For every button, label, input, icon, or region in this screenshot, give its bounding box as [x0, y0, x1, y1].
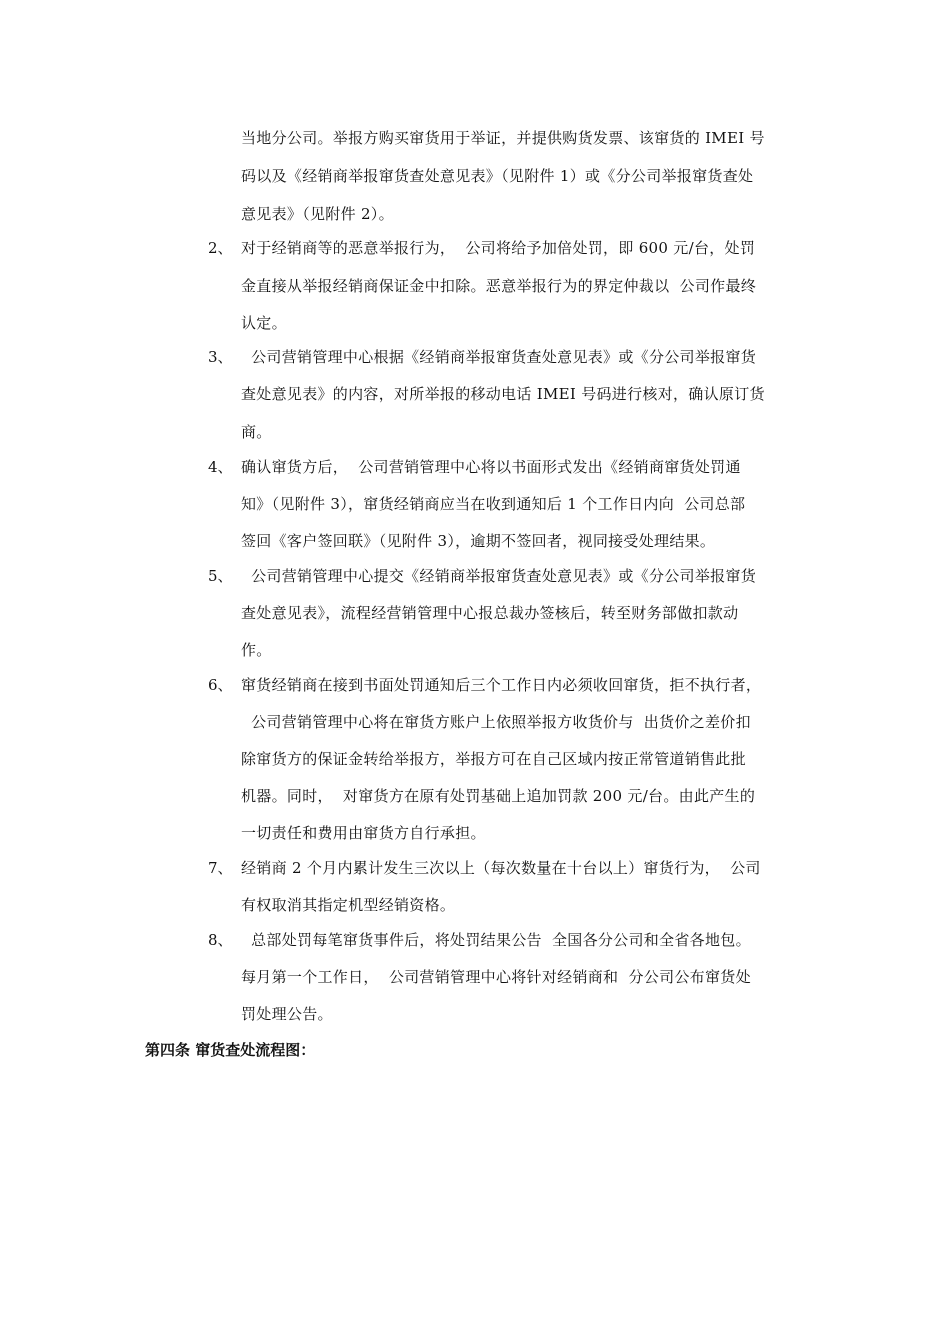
intro-line-1: 当地分公司。举报方购买窜货用于举证，并提供购货发票、该窜货的 IMEI 号 — [241, 129, 765, 147]
item-8-line-3: 罚处理公告。 — [241, 1005, 333, 1023]
item-number-2: 2、 — [208, 239, 233, 257]
item-3-line-3: 商。 — [241, 423, 272, 441]
item-6-line-5: 一切责任和费用由窜货方自行承担。 — [241, 824, 486, 842]
item-number-4: 4、 — [208, 458, 233, 476]
item-7-line-1: 经销商 2 个月内累计发生三次以上（每次数量在十台以上）窜货行为， 公司 — [241, 859, 761, 877]
item-3-line-2: 查处意见表》的内容，对所举报的移动电话 IMEI 号码进行核对，确认原订货 — [241, 385, 765, 403]
item-5-line-1: 公司营销管理中心提交《经销商举报窜货查处意见表》或《分公司举报窜货 — [241, 567, 757, 585]
item-3-line-1: 公司营销管理中心根据《经销商举报窜货查处意见表》或《分公司举报窜货 — [241, 348, 757, 366]
item-6-line-4: 机器。同时， 对窜货方在原有处罚基础上追加罚款 200 元/台。由此产生的 — [241, 787, 756, 805]
item-number-6: 6、 — [208, 676, 233, 694]
item-2-line-3: 认定。 — [241, 314, 287, 332]
section-heading: 第四条 窜货查处流程图： — [145, 1041, 316, 1059]
item-7-line-2: 有权取消其指定机型经销资格。 — [241, 896, 456, 914]
item-2-line-2: 金直接从举报经销商保证金中扣除。恶意举报行为的界定仲裁以 公司作最终 — [241, 277, 757, 295]
item-2-line-1: 对于经销商等的恶意举报行为， 公司将给予加倍处罚，即 600 元/台，处罚 — [241, 239, 756, 257]
item-6-line-3: 除窜货方的保证金转给举报方，举报方可在自己区域内按正常管道销售此批 — [241, 750, 746, 768]
item-8-line-1: 总部处罚每笔窜货事件后，将处罚结果公告 全国各分公司和全省各地包。 — [241, 931, 751, 949]
item-6-line-1: 窜货经销商在接到书面处罚通知后三个工作日内必须收回窜货，拒不执行者， — [241, 676, 762, 694]
item-4-line-1: 确认窜货方后， 公司营销管理中心将以书面形式发出《经销商窜货处罚通 — [241, 458, 741, 476]
intro-line-3: 意见表》（见附件 2）。 — [241, 205, 394, 223]
item-number-3: 3、 — [208, 348, 233, 366]
item-4-line-3: 签回《客户签回联》（见附件 3），逾期不签回者，视同接受处理结果。 — [241, 532, 716, 550]
item-8-line-2: 每月第一个工作日， 公司营销管理中心将针对经销商和 分公司公布窜货处 — [241, 968, 751, 986]
intro-line-2: 码以及《经销商举报窜货查处意见表》（见附件 1）或《分公司举报窜货查处 — [241, 167, 754, 185]
item-6-line-2: 公司营销管理中心将在窜货方账户上依照举报方收货价与 出货价之差价扣 — [241, 713, 751, 731]
item-number-8: 8、 — [208, 931, 233, 949]
item-number-7: 7、 — [208, 859, 233, 877]
item-5-line-2: 查处意见表》，流程经营销管理中心报总裁办签核后，转至财务部做扣款动 — [241, 604, 739, 622]
item-4-line-2: 知》（见附件 3），窜货经销商应当在收到通知后 1 个工作日内向 公司总部 — [241, 495, 746, 513]
item-5-line-3: 作。 — [241, 641, 272, 659]
item-number-5: 5、 — [208, 567, 233, 585]
